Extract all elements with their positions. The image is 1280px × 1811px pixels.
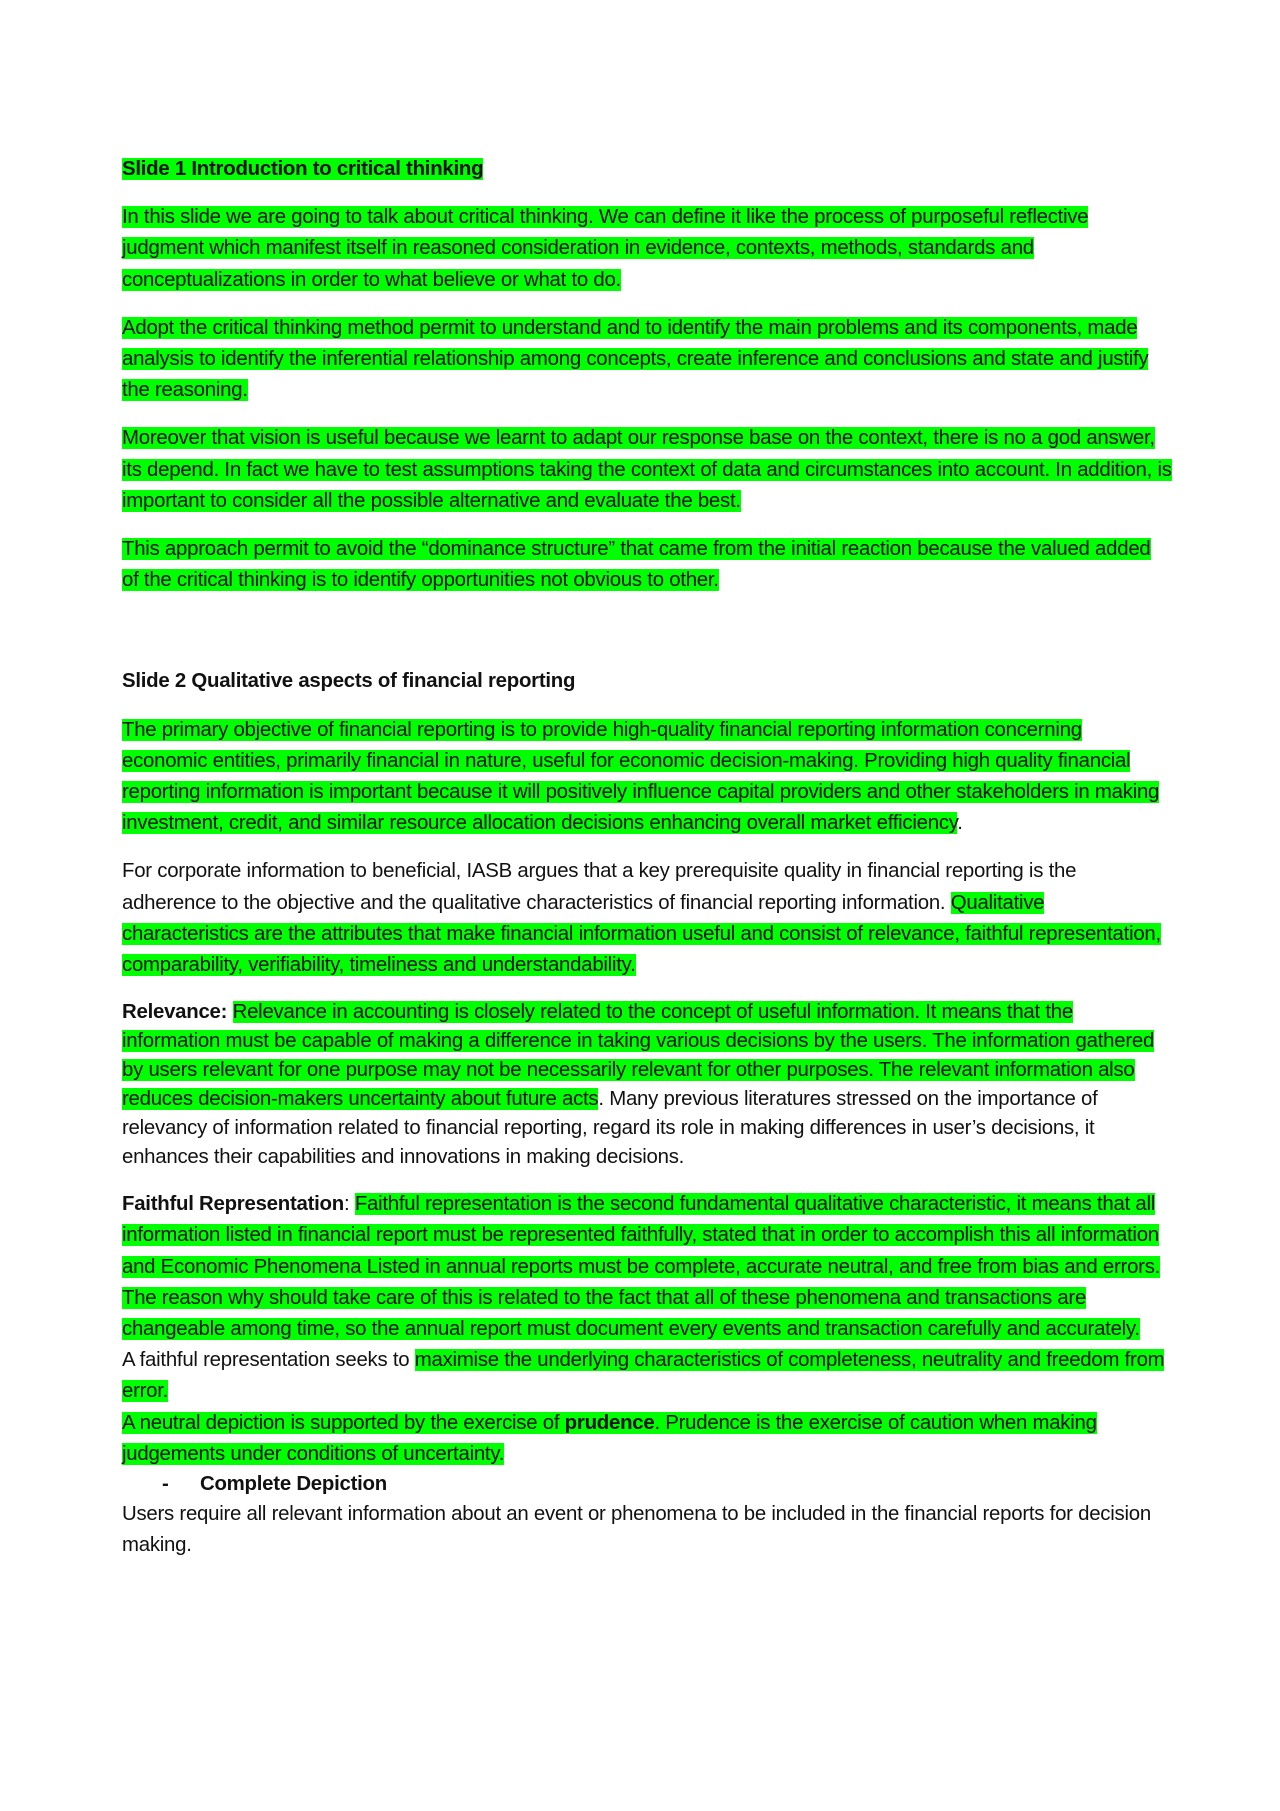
slide1-paragraph-4: This approach permit to avoid the “dominance structure” that came from the initial reaction because the valued added of the critical thinking is to identify opportunities not obvious to other. xyxy=(122,538,1151,592)
document-body xyxy=(122,154,1172,1562)
slide2-paragraph-iasb: For corporate information to beneficial, IASB argues that a key prerequisite quality in financial reporting is the adherence to the objective and the qualitative characteristics of financial reporting information. Qualitative characteristics are the attributes that make financial information useful and consist of relevance, faithful representation, comparability, verifiability, timeliness and understandability. xyxy=(122,860,1161,977)
complete-depiction-paragraph: Users require all relevant information about an event or phenomena to be included in the financial reports for decision making. xyxy=(122,1503,1151,1557)
complete-depiction-heading: Complete Depiction xyxy=(200,1473,387,1496)
slide1-paragraph-3: Moreover that vision is useful because we learnt to adapt our response base on the context, there is no a god answer, its depend. In fact we have to test assumptions taking the context of data and circumstances into account. In addition, is important to consider all the possible alternative and evaluate the best. xyxy=(122,427,1172,512)
bullet-dash: - xyxy=(162,1473,169,1496)
slide1-title-text: Slide 1 Introduction to critical thinking xyxy=(122,158,484,180)
neutral-depiction-paragraph: A neutral depiction is supported by the exercise of prudence. Prudence is the exercise of caution when making judgements under conditions of uncertainty. xyxy=(122,1411,1097,1465)
slide1-paragraph-2: Adopt the critical thinking method permit to understand and to identify the main problems and its components, made analysis to identify the inferential relationship among concepts, create inference and conclusions and state and justify the reasoning. xyxy=(122,316,1149,402)
relevance-label: Relevance: xyxy=(122,1001,228,1024)
faithful-seeks-paragraph: A faithful representation seeks to maximise the underlying characteristics of completeness, neutrality and freedom from error. xyxy=(122,1349,1165,1403)
faithful-representation-paragraph: Faithful Representation: Faithful representation is the second fundamental qualitative characteristic, it means that all information listed in financial report must be represented faithfully, stated that in order to accomplish this all information and Economic Phenomena Listed in annual reports must be complete, accurate neutral, and free from bias and errors. The reason why should take care of this is related to the fact that all of these phenomena and transactions are changeable among time, so the annual report must document every events and transaction carefully and accurately. xyxy=(122,1193,1161,1341)
slide2-paragraph-objective: The primary objective of financial reporting is to provide high-quality financial reporting information concerning economic entities, primarily financial in nature, useful for economic decision-making. Providing high quality financial reporting information is important because it will positively influence capital providers and other stakeholders in making investment, credit, and similar resource allocation decisions enhancing overall market efficiency. xyxy=(122,718,1160,835)
slide1-paragraph-1: In this slide we are going to talk about critical thinking. We can define it like the process of purposeful reflective judgment which manifest itself in reasoned consideration in evidence, contexts, methods, standards and conceptualizations in order to what believe or what to do. xyxy=(122,206,1089,291)
section-spacer xyxy=(122,596,1172,666)
slide2-title xyxy=(122,666,1172,697)
prudence-term: prudence xyxy=(564,1411,655,1434)
slide1-title xyxy=(122,154,1172,185)
slide2-title-text: Slide 2 Qualitative aspects of financial reporting xyxy=(122,670,576,693)
complete-depiction-bullet xyxy=(162,1470,1172,1499)
relevance-paragraph: Relevance: Relevance in accounting is closely related to the concept of useful information. It means that the information must be capable of making a difference in taking various decisions by the users. The information gathered by users relevant for one purpose may not be necessarily relevant for other purposes. The relevant information also reduces decision-makers uncertainty about future acts. Many previous literatures stressed on the importance of relevancy of information related to financial reporting, regard its role in making differences in user’s decisions, it enhances their capabilities and innovations in making decisions. xyxy=(122,1001,1155,1169)
faithful-representation-label: Faithful Representation xyxy=(122,1193,344,1216)
